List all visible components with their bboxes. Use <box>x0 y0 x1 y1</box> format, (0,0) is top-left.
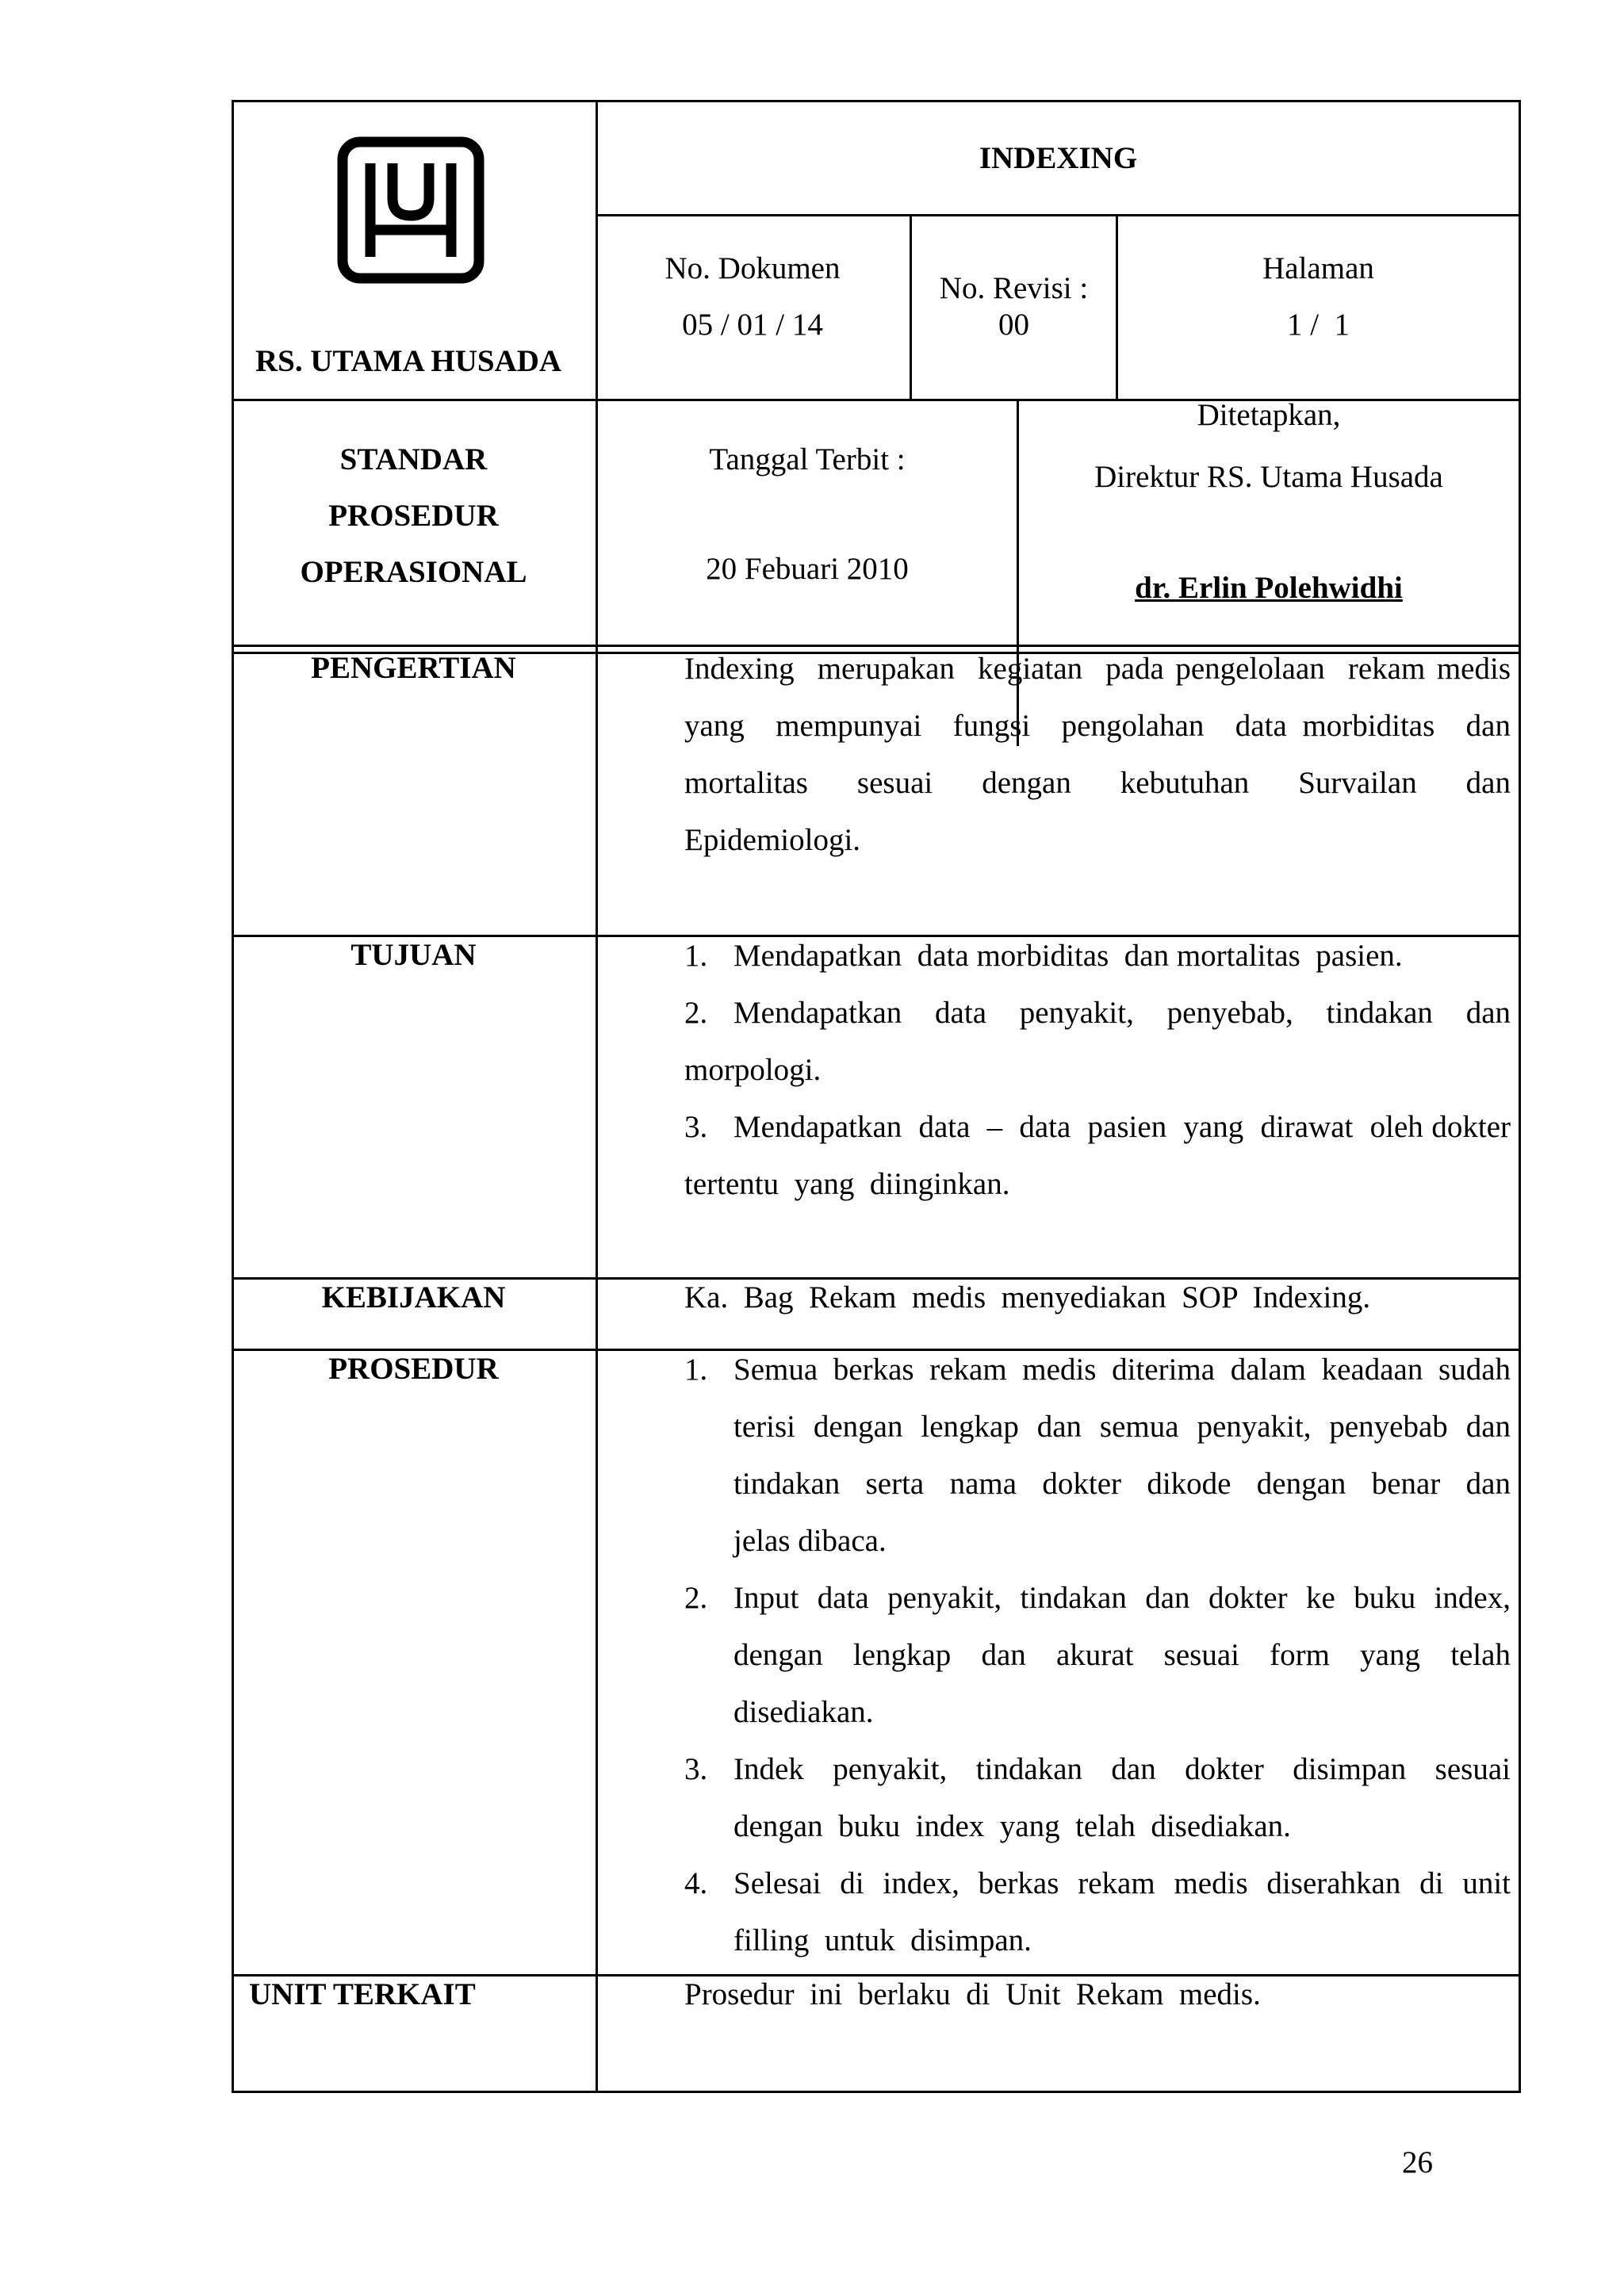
sop-title-line3: OPERASIONAL <box>300 555 527 589</box>
list-item <box>684 1855 1519 1969</box>
pengertian-text: Indexing merupakan kegiatan pada pengelolaan rekam medis yang mempunyai fungsi pengolahan data morbiditas dan mortalitas sesuai dengan kebutuhan Survailan dan Epidemiologi. <box>684 652 1519 857</box>
page-number: 26 <box>1402 2145 1433 2179</box>
tanggal-terbit-value: 20 Febuari 2010 <box>706 552 909 586</box>
tanggal-terbit-label: Tanggal Terbit : <box>709 442 906 476</box>
list-item-text: Selesai di index, berkas rekam medis diserahkan di unit filling untuk disimpan. <box>733 1866 1519 1957</box>
list-item <box>684 928 1511 985</box>
unit-terkait-label: UNIT TERKAIT <box>249 1977 476 2011</box>
hospital-name: RS. UTAMA HUSADA <box>255 344 562 378</box>
tujuan-list <box>684 928 1519 1213</box>
list-item <box>684 1099 1519 1213</box>
kebijakan-label: KEBIJAKAN <box>321 1280 506 1314</box>
unit-terkait-text: Prosedur ini berlaku di Unit Rekam medis. <box>684 1977 1261 2011</box>
hospital-logo <box>337 136 485 284</box>
no-revisi-label: No. Revisi : <box>939 271 1089 305</box>
no-revisi-value: 00 <box>998 308 1029 342</box>
list-number: 1. <box>684 939 708 973</box>
list-item-text: Mendapatkan data – data pasien yang dirawat oleh dokter tertentu yang diinginkan. <box>684 1110 1519 1201</box>
no-dokumen-value: 05 / 01 / 14 <box>682 308 823 342</box>
list-item <box>684 1570 1519 1741</box>
signatory-name: dr. Erlin Polehwidhi <box>1135 571 1403 605</box>
prosedur-list <box>684 1341 1526 1969</box>
sop-title-line2: PROSEDUR <box>328 499 499 533</box>
list-item <box>684 1741 1519 1855</box>
list-item-text: Mendapatkan data penyakit, penyebab, tindakan dan morpologi. <box>684 996 1519 1087</box>
list-item-text: Indek penyakit, tindakan dan dokter disimpan sesuai dengan buku index yang telah disediakan. <box>733 1752 1519 1843</box>
pengertian-label: PENGERTIAN <box>311 651 516 685</box>
halaman-value: 1 / 1 <box>1286 308 1350 342</box>
list-number: 3. <box>684 1110 708 1144</box>
list-item <box>684 985 1519 1099</box>
kebijakan-text: Ka. Bag Rekam medis menyediakan SOP Indexing. <box>684 1280 1371 1314</box>
list-item-text: Semua berkas rekam medis diterima dalam keadaan sudah terisi dengan lengkap dan semua penyakit, penyebab dan tindakan serta nama dokter dikode dengan benar dan jelas dibaca. <box>733 1353 1526 1558</box>
document-title: INDEXING <box>979 141 1138 175</box>
list-number: 2. <box>684 1581 708 1615</box>
list-item-text: Mendapatkan data morbiditas dan mortalitas pasien. <box>733 939 1403 973</box>
tujuan-label: TUJUAN <box>350 938 477 972</box>
list-number: 2. <box>684 996 708 1030</box>
halaman-label: Halaman <box>1262 251 1374 285</box>
list-number: 3. <box>684 1752 708 1786</box>
list-number: 4. <box>684 1866 708 1900</box>
list-item-text: Input data penyakit, tindakan dan dokter ke buku index, dengan lengkap dan akurat sesuai form yang telah disediakan. <box>733 1581 1519 1729</box>
sop-document-table <box>232 100 1526 2093</box>
direktur-label: Direktur RS. Utama Husada <box>1094 460 1443 494</box>
ditetapkan-label: Ditetapkan, <box>1197 398 1341 432</box>
sop-title-line1: STANDAR <box>339 442 488 476</box>
no-dokumen-label: No. Dokumen <box>665 251 841 285</box>
list-number: 1. <box>684 1353 708 1387</box>
prosedur-label: PROSEDUR <box>328 1352 499 1386</box>
list-item <box>684 1341 1526 1570</box>
